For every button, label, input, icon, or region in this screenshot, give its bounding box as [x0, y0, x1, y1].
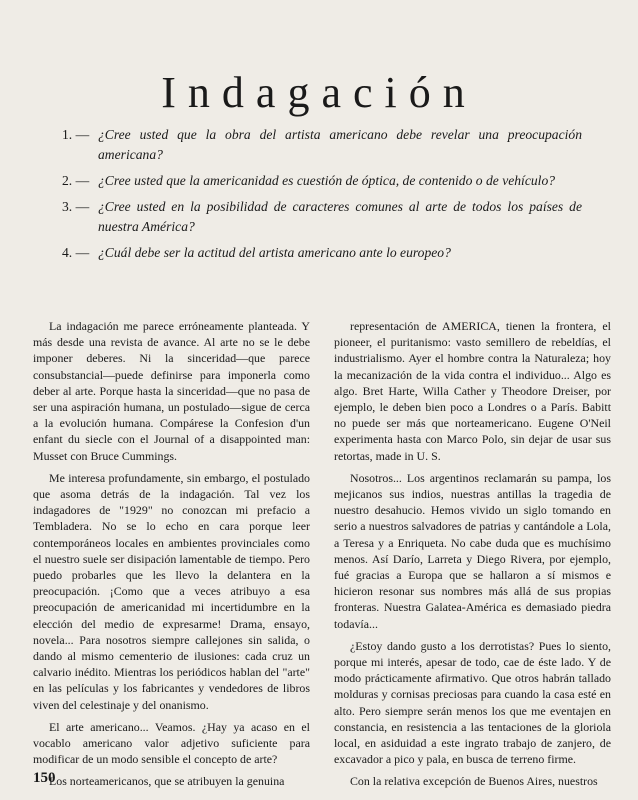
page-title: Indagación [161, 68, 477, 118]
left-column [33, 318, 310, 796]
page-number: 150 [33, 770, 56, 786]
paragraph: Con la relativa excepción de Buenos Aires, nuestros [350, 774, 598, 789]
question-item [62, 197, 582, 237]
body-columns [33, 318, 611, 796]
question-text: ¿Cree usted que la americanidad es cuestión de óptica, de contenido o de vehículo? [98, 173, 556, 188]
paragraph: Me interesa profundamente, sin embargo, el postulado que asoma detrás de la indagación. Tal vez los indagadores de "1929" no conozcan mi prefacio a Tembladera. No se lo echo en cara porque leer contemporáneos locales en ambientes provinciales como el nuestro suele ser disipación lamentable de tiempo. Pero puedo probarles que les llevo la delantera en la preocupación. ¡Como que a veces atribuyo a esa preocupación de americanidad mi incertidumbre en la elección del medio de expresarme! Drama, ensayo, novela... Para nosotros siempre callejones sin salida, o dando al mismo cementerio de ilusiones: cada cruz un calvario inédito. Mientras los periódicos hablan del "arte" en las películas y los fabricantes y vendedores de libros viven del celestinaje y del onanismo. [33, 470, 310, 712]
paragraph: Nosotros... Los argentinos reclamarán su pampa, los mejicanos sus indios, nuestras antillas la tragedia de nuestro desahucio. Hemos vivido un siglo tomando en serio a nuestros salvadores de patrias y cantándole a Lola, a Teresa y a Enriqueta. No cabe duda que es muchísimo menos. Así Darío, Larreta y Diego Rivera, por ejemplo, fué gracias a Europa que se hallaron a sí mismos e hicieron resonar sus nombres más allá de sus propias fronteras. Nuestra Galatea-América es demasiado piedra todavía... [334, 470, 611, 631]
question-list [62, 125, 582, 269]
paragraph: Los norteamericanos, que se atribuyen la genuina [49, 774, 285, 789]
right-column [334, 318, 611, 796]
question-text: ¿Cree usted que la obra del artista americano debe revelar una preocupación americana? [98, 127, 582, 162]
question-number: 4. — [62, 245, 90, 260]
question-number: 3. — [62, 199, 90, 214]
paragraph: representación de AMERICA, tienen la frontera, el pioneer, el puritanismo: vasto semillero de rebeldías, el industrialismo. Ayer el hombre contra la Naturaleza; hoy la mecanización de la vida contra el individuo... Algo es algo. Bret Harte, Willa Cather y Theodore Dreiser, por ejemplo, le deben bien poco a Londres o a París. Babitt no puede ser más que norteamericano. Eugene O'Neil experimenta hasta con Marco Polo, sin dejar de usar sus retortas, made in U. S. [334, 319, 611, 463]
paragraph: El arte americano... Veamos. ¿Hay ya acaso en el vocablo americano valor adjetivo suficiente para modificar de un modo sensible el concepto de arte? [33, 719, 310, 767]
question-text: ¿Cuál debe ser la actitud del artista americano ante lo europeo? [98, 245, 451, 260]
question-item [62, 171, 582, 191]
question-item [62, 243, 582, 263]
question-number: 2. — [62, 173, 90, 188]
question-text: ¿Cree usted en la posibilidad de caracteres comunes al arte de todos los países de nuestra América? [98, 199, 582, 234]
paragraph: ¿Estoy dando gusto a los derrotistas? Pues lo siento, porque mi interés, apesar de todo, cae de éste lado. Y de modo prácticamente afirmativo. Que otros habrán tallado molduras y cornisas preciosas para cuando la casa esté en alto. Pero siempre serán menos los que me eventajen en constancia, en resistencia a las tentaciones de la gloriola local, en asiduidad a este ingrato trabajo de zanjero, de excavador a pico y pala, en busca de terreno firme. [334, 638, 611, 767]
question-number: 1. — [62, 127, 90, 142]
paragraph: La indagación me parece erróneamente planteada. Y más desde una revista de avance. Al arte no se le debe imponer deberes. Ni la sinceridad—que parece consubstancial—puede definirse para imponerla como deber al arte. Porque hasta la sinceridad—que no pasa de ser una aspiración humana, un postulado—sigue de cerca a la evolución humana. Compárese la Confesion d'un enfant du siecle con el Journal of a disappointed man: Musset con Bruce Cummings. [33, 319, 310, 463]
question-item [62, 125, 582, 165]
